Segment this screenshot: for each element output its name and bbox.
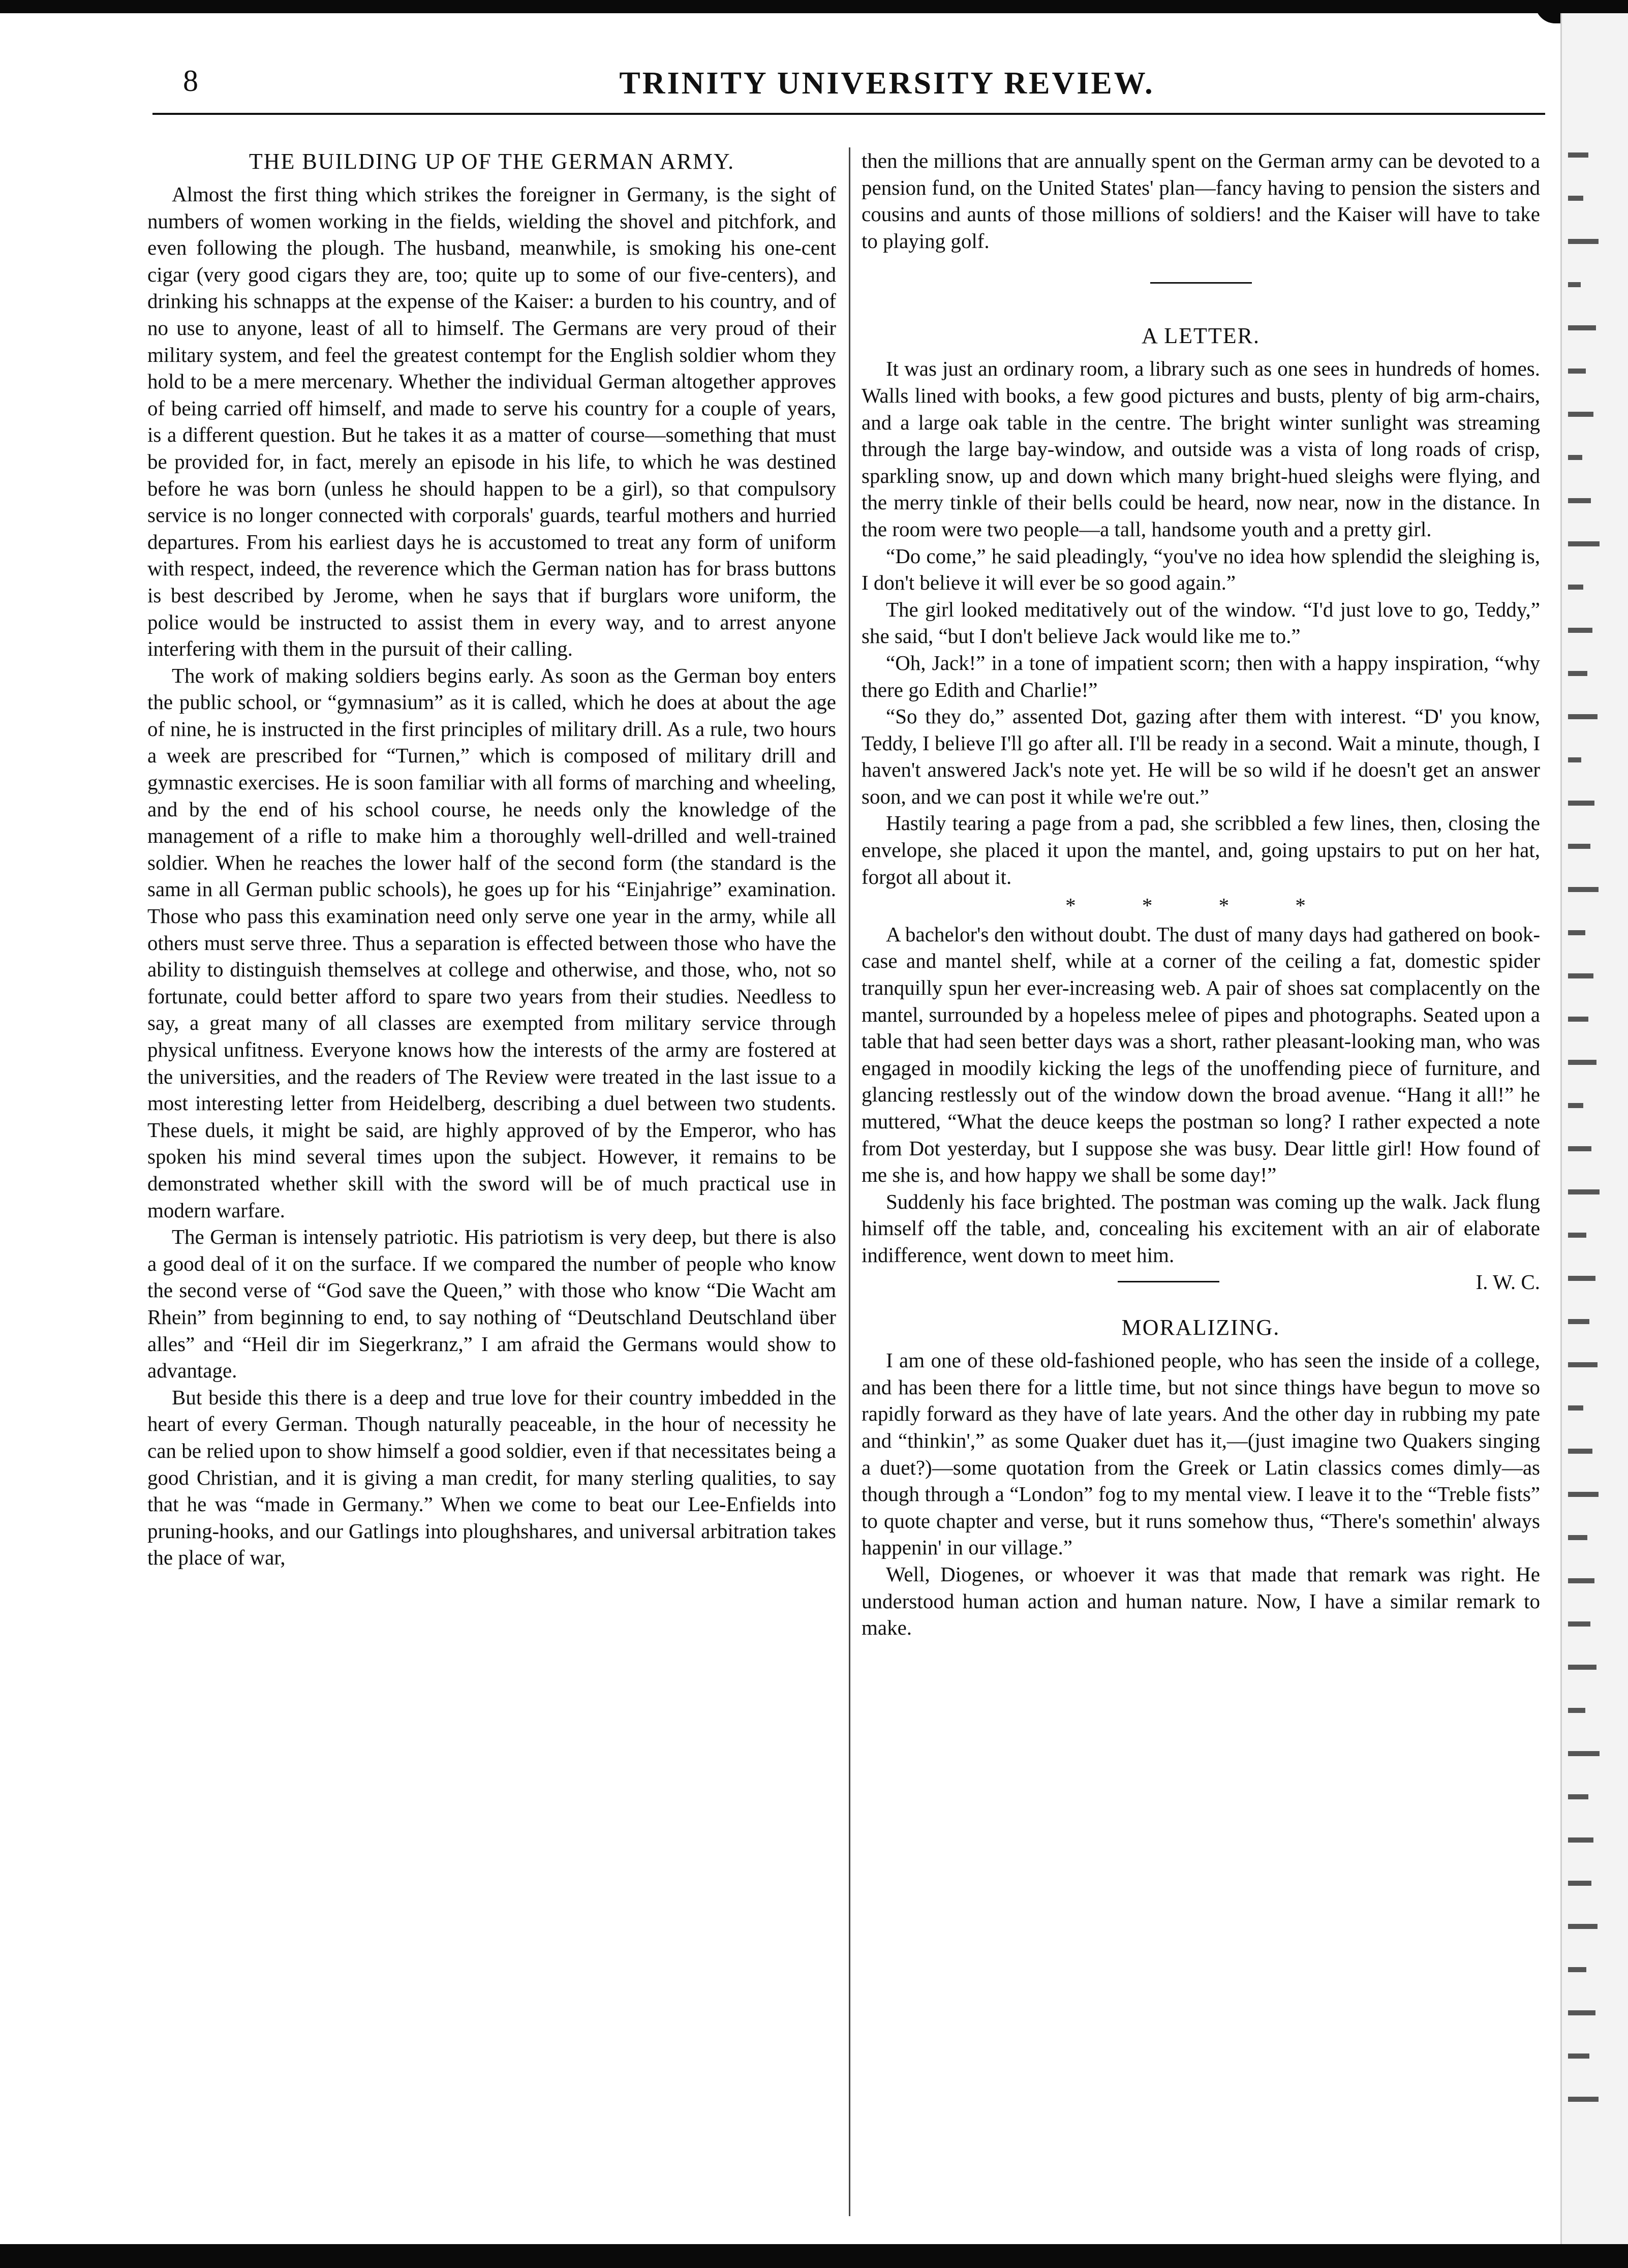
adjacent-page-text-fragments bbox=[1568, 152, 1624, 2175]
section-divider bbox=[1150, 282, 1252, 284]
paragraph: “Do come,” he said pleadingly, “you've no idea how splendid the sleighing is, I don't believe it will ever be so good again.” bbox=[862, 544, 1540, 595]
paragraph: The work of making soldiers begins early. As soon as the German boy enters the public school, or “gymnasium” as it is called, which he does at about the age of nine, he is instructed in the first principles of military drill. As a rule, two hours a week are prescribed for “Turnen,” which is composed of military drill and gymnastic exercises. He is soon familiar with all forms of marching and wheeling, and by the end of his school course, he needs only the knowledge of the management of a rifle to make him a thoroughly well-drilled and well-trained soldier. When he reaches the lower half of the second form (the standard is the same in all German public schools), he goes up for his “Einjahrige” examination. Those who pass this examination need only serve one year in the army, while all others must serve three. Thus a separation is effected between those who have the ability to distinguish themselves at college and otherwise, and those, who, not so fortunate, could better afford to spare two years from their studies. Needless to say, a great many of all classes are exempted from military service through physical unfitness. Everyone knows how the interests of the army are fostered at the universities, and the readers of The Review were treated in the last issue to a most interesting letter from Heidelberg, describing a duel between two students. These duels, it might be said, are highly approved of by the Emperor, who has spoken his mind several times upon the subject. However, it remains to be demonstrated whether skill with the sword will be of much practical use in modern warfare. bbox=[147, 663, 836, 1222]
scan-top-border bbox=[0, 0, 1628, 13]
signature-line bbox=[862, 1269, 1540, 1296]
paragraph-continued: then the millions that are annually spent on the German army can be devoted to a pension fund, on the United States' plan—fancy having to pension the sisters and cousins and aunts of those millions of soldiers! and the Kaiser will have to take to playing golf. bbox=[862, 149, 1540, 253]
paragraph: “So they do,” assented Dot, gazing after them with interest. “D' you know, Teddy, I believe I'll go after all. I'll be ready in a second. Wait a minute, though, I haven't answered Jack's note yet. He will be so wild if he doesn't get an answer soon, and we can post it while we're out.” bbox=[862, 704, 1540, 808]
page-header bbox=[0, 64, 1560, 104]
section-break-stars: * * * * bbox=[1065, 894, 1336, 917]
paragraph: Suddenly his face brighted. The postman was coming up the walk. Jack flung himself off the table, and, concealing his excitement with an air of elaborate indifference, went down to meet him. bbox=[862, 1189, 1540, 1267]
header-rule bbox=[152, 113, 1545, 115]
paragraph: Hastily tearing a page from a pad, she scribbled a few lines, then, closing the envelope, she placed it upon the mantel, and, going upstairs to put on her hat, forgot all about it. bbox=[862, 811, 1540, 888]
scan-bottom-border bbox=[0, 2244, 1628, 2268]
right-column bbox=[862, 147, 1540, 2226]
journal-title: TRINITY UNIVERSITY REVIEW. bbox=[619, 66, 1155, 101]
signature-rule bbox=[1118, 1281, 1219, 1282]
paragraph: Almost the first thing which strikes the foreigner in Germany, is the sight of numbers of women working in the fields, wielding the shovel and pitchfork, and even following the plough. The husband, meanwhile, is smoking his one-cent cigar (very good cigars they are, too; quite up to some of our five-centers), and drinking his schnapps at the expense of the Kaiser: a burden to his country, and of no use to anyone, least of all to himself. The Germans are very proud of their military system, and feel the greatest contempt for the English soldier whom they hold to be a mere mercenary. Whether the individual German altogether approves of being carried off himself, and made to serve his country for a couple of years, is a different question. But he takes it as a matter of course—something that must be provided for, in fact, merely an episode in his life, to which he was destined before he was born (unless he should happen to be a girl), so that compulsory service is no longer connected with corporals' guards, tearful mothers and hurried departures. From his earliest days he is accustomed to treat any form of uniform with respect, indeed, the reverence which the German nation has for brass buttons is best described by Jerome, when he says that if burglars wore uniform, the police would be instructed to assist them in every way, and to arrest anyone interfering with them in the pursuit of their calling. bbox=[147, 182, 836, 661]
left-column bbox=[147, 147, 836, 2226]
paragraph: It was just an ordinary room, a library such as one sees in hundreds of homes. Walls lined with books, a few good pictures and busts, plenty of big arm-chairs, and a large oak table in the centre. The bright winter sunlight was streaming through the large bay-window, and outside was a vista of long roads of crisp, sparkling snow, up and down which many bright-hued sleighs were flying, and the merry tinkle of their bells could be heard, now near, now in the distance. In the room were two people—a tall, handsome youth and a pretty girl. bbox=[862, 357, 1540, 541]
paragraph: A bachelor's den without doubt. The dust of many days had gathered on book-case and mantel shelf, while at a corner of the ceiling a fat, domestic spider tranquilly spun her ever-increasing web. A pair of shoes sat complacently on the mantel, surrounded by a hopeless melee of pipes and photographs. Seated upon a table that had seen better days was a short, rather pleasant-looking man, who was engaged in moodily kicking the legs of the unoffending piece of furniture, and glancing restlessly out of the window down the broad avenue. “Hang it all!” he muttered, “What the deuce keeps the postman so long? I rather expected a note from Dot yesterday, but I suppose she was busy. Dear little girl! How found of me she is, and how happy we shall be some day!” bbox=[862, 922, 1540, 1187]
paragraph: The German is intensely patriotic. His patriotism is very deep, but there is also a good deal of it on the surface. If we compared the number of people who know the second verse of “God save the Queen,” with those who know “Die Wacht am Rhein” from beginning to end, to say nothing of “Deutschland Deutschland über alles” and “Heil dir im Siegerkranz,” I am afraid the Germans would show to advantage. bbox=[147, 1225, 836, 1383]
article-title-german-army: THE BUILDING UP OF THE GERMAN ARMY. bbox=[249, 149, 735, 174]
author-signature: I. W. C. bbox=[1476, 1270, 1540, 1294]
article-title-moralizing: MORALIZING. bbox=[1121, 1315, 1280, 1340]
paragraph: “Oh, Jack!” in a tone of impatient scorn; then with a happy inspiration, “why there go Edith and Charlie!” bbox=[862, 651, 1540, 701]
paragraph: The girl looked meditatively out of the window. “I'd just love to go, Teddy,” she said, “but I don't believe Jack would like me to.” bbox=[862, 597, 1540, 648]
column-divider bbox=[849, 147, 850, 2216]
paragraph: But beside this there is a deep and true love for their country imbedded in the heart of every German. Though naturally peaceable, in the hour of necessity he can be relied upon to show himself a good soldier, even if that necessitates being a good Christian, and it is giving a man credit, for many sterling qualities, to say that he was “made in Germany.” When we come to beat our Lee-Enfields into pruning-hooks, and our Gatlings into ploughshares, and universal arbitration takes the place of war, bbox=[147, 1385, 836, 1570]
page-number: 8 bbox=[183, 64, 198, 98]
paragraph: Well, Diogenes, or whoever it was that made that remark was right. He understood human action and human nature. Now, I have a similar remark to make. bbox=[862, 1562, 1540, 1640]
article-title-a-letter: A LETTER. bbox=[1141, 323, 1261, 349]
paragraph: I am one of these old-fashioned people, who has seen the inside of a college, and has been there for a little time, but not since things have begun to move so rapidly forward as they have of late years. And the other day in rubbing my pate and “thinkin',” as some Quaker duet has it,—(just imagine two Quakers singing a duet?)—some quotation from the Greek or Latin classics comes dimly—as though through a “London” fog to my mental view. I leave it to the “Treble fists” to quote chapter and verse, but it runs somehow thus, “There's somethin' always happenin' in our village.” bbox=[862, 1348, 1540, 1559]
